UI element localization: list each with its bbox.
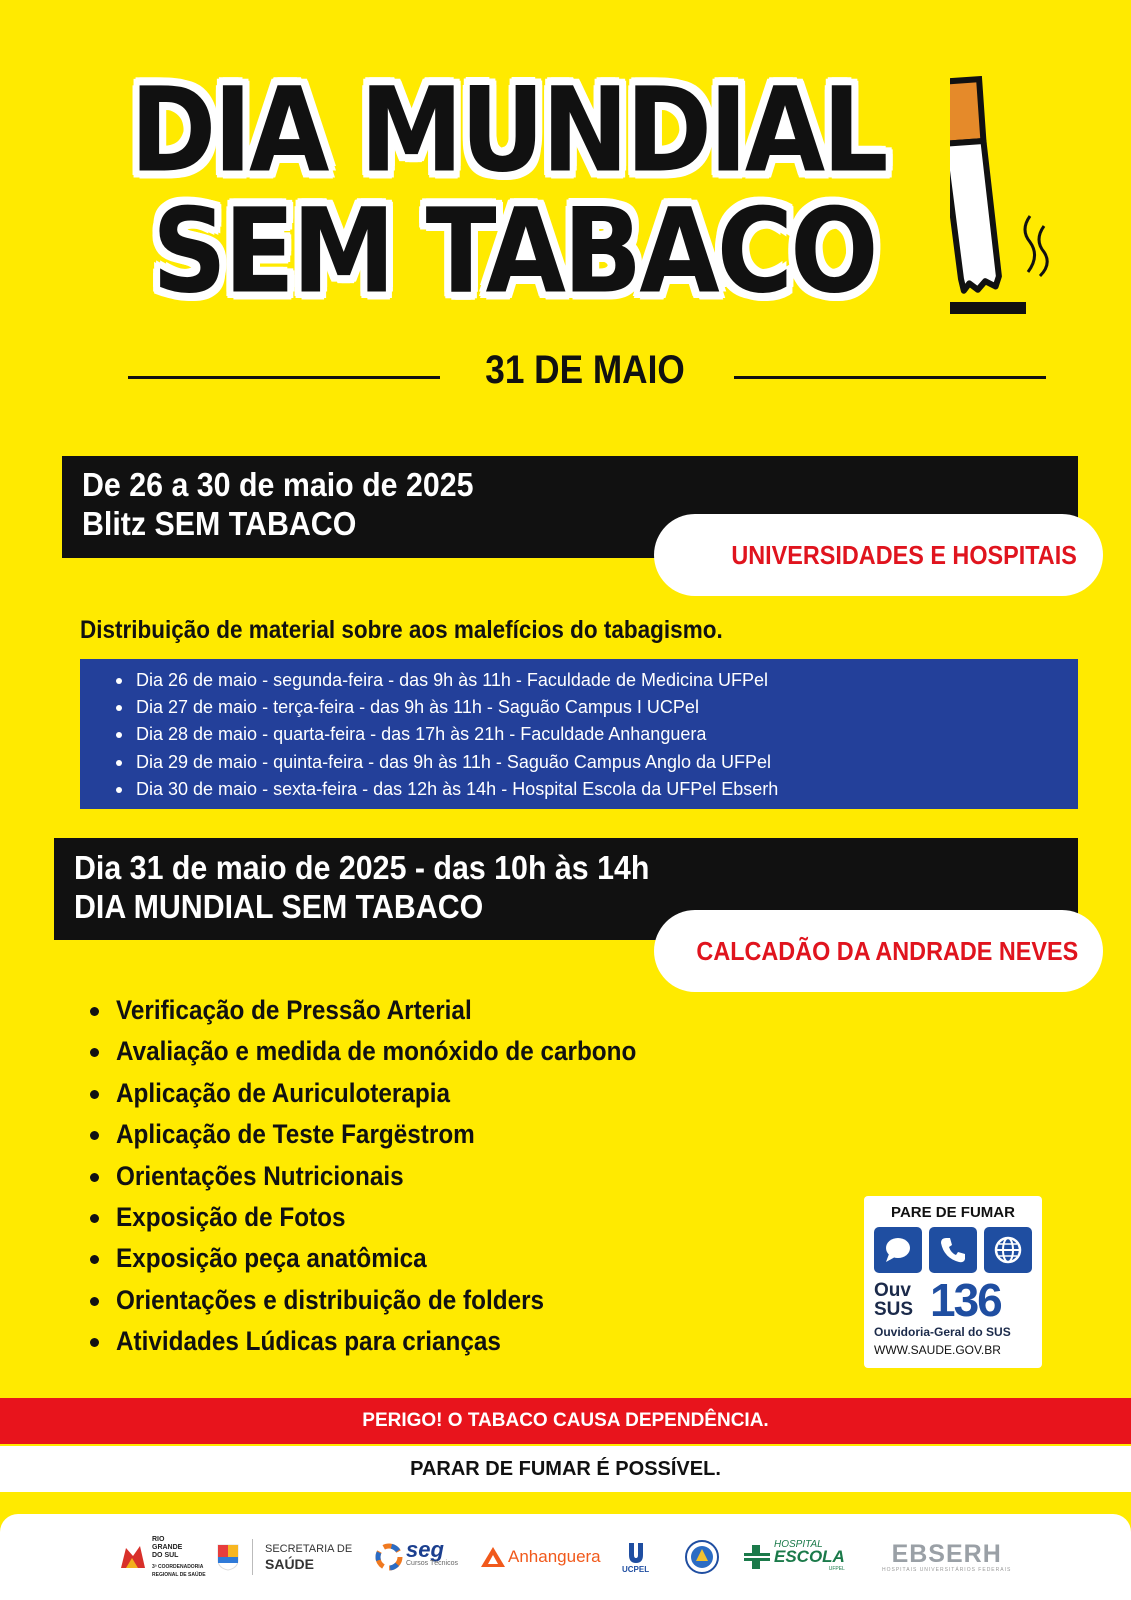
ouvidoria-card [864,1196,1042,1368]
event-location: CALCADÃO DA ANDRADE NEVES [696,936,1079,966]
event-date: 31 DE MAIO [485,348,685,392]
date-divider-right [734,376,1046,379]
list-item: Orientações e distribuição de folders [90,1280,694,1321]
event-title: DIA MUNDIAL SEM TABACO [74,888,484,925]
blitz-dates: De 26 a 30 de maio de 2025 [82,466,474,503]
list-item: Dia 30 de maio - sexta-feira - das 12h às 14h - Hospital Escola da UFPel Ebserh [136,776,1078,803]
cigarette-icon [950,76,1070,326]
activities-list [90,990,694,1363]
list-item: Aplicação de Teste Fargëstrom [90,1114,694,1155]
event-location-badge [654,910,1103,992]
title-line-1: DIA MUNDIAL [130,61,886,199]
list-item: Dia 27 de maio - terça-feira - das 9h às 11h - Saguão Campus I UCPel [136,694,1078,721]
danger-warning: PERIGO! O TABACO CAUSA DEPENDÊNCIA. [0,1398,1131,1444]
partner-logos [0,1514,1131,1600]
phone-icon [929,1227,977,1273]
list-item: Atividades Lúdicas para crianças [90,1321,694,1362]
list-item: Exposição de Fotos [90,1197,694,1238]
blitz-location-badge [654,514,1103,596]
logo-hospital-escola: HOSPITAL ESCOLA UFPEL [742,1514,845,1600]
ucpel-icon [624,1541,648,1565]
logo-ucpel: UCPEL [622,1514,649,1600]
blitz-title: Blitz SEM TABACO [82,505,357,542]
logo-secretaria-saude: SECRETARIA DE SAÚDE [216,1514,352,1600]
list-item: Exposição peça anatômica [90,1238,694,1279]
blitz-intro: Distribuição de material sobre aos malefícios do tabagismo. [80,616,723,644]
logo-anhanguera: Anhanguera [480,1514,601,1600]
logo-ufpel-seal [684,1514,720,1600]
list-item: Verificação de Pressão Arterial [90,990,694,1031]
page-title [130,61,930,320]
ouvidoria-url: WWW.SAUDE.GOV.BR [874,1343,1001,1357]
chat-icon [874,1227,922,1273]
event-dates: Dia 31 de maio de 2025 - das 10h às 14h [74,849,650,886]
blitz-location: UNIVERSIDADES E HOSPITAIS [731,540,1077,570]
ouvidoria-subtitle: Ouvidoria-Geral do SUS [874,1325,1011,1339]
logo-rs-government: RIO GRANDE DO SUL 3ª COORDENADORIA REGIONAL DE SAÚDE [118,1514,206,1600]
rs-emblem-icon [118,1542,148,1572]
pelotas-shield-icon [216,1542,240,1572]
globe-icon [984,1227,1032,1273]
list-item: Dia 26 de maio - segunda-feira - das 9h às 11h - Faculdade de Medicina UFPel [136,667,1078,694]
list-item: Orientações Nutricionais [90,1156,694,1197]
ouv-label: Ouv [874,1280,911,1301]
logo-seg: seg Cursos Técnicos [374,1514,458,1600]
sus-label: SUS [874,1299,914,1320]
hospital-cross-icon [742,1544,772,1570]
date-divider-left [128,376,440,379]
title-line-2: SEM TABACO [152,182,876,320]
quit-message: PARAR DE FUMAR É POSSÍVEL. [0,1446,1131,1492]
ouvidoria-number: 136 [930,1274,1001,1326]
list-item: Dia 28 de maio - quarta-feira - das 17h às 21h - Faculdade Anhanguera [136,721,1078,748]
list-item: Avaliação e medida de monóxido de carbono [90,1031,694,1072]
ufpel-seal-icon [684,1539,720,1575]
anhanguera-icon [480,1545,506,1569]
list-item: Dia 29 de maio - quinta-feira - das 9h às 11h - Saguão Campus Anglo da UFPel [136,749,1078,776]
list-item: Aplicação de Auriculoterapia [90,1073,694,1114]
logo-ebserh: EBSERH HOSPITAIS UNIVERSITÁRIOS FEDERAIS [882,1540,1012,1573]
ouvidoria-header: PARE DE FUMAR [891,1204,1015,1221]
seg-swirl-icon [374,1542,404,1572]
blitz-schedule [80,659,1078,809]
